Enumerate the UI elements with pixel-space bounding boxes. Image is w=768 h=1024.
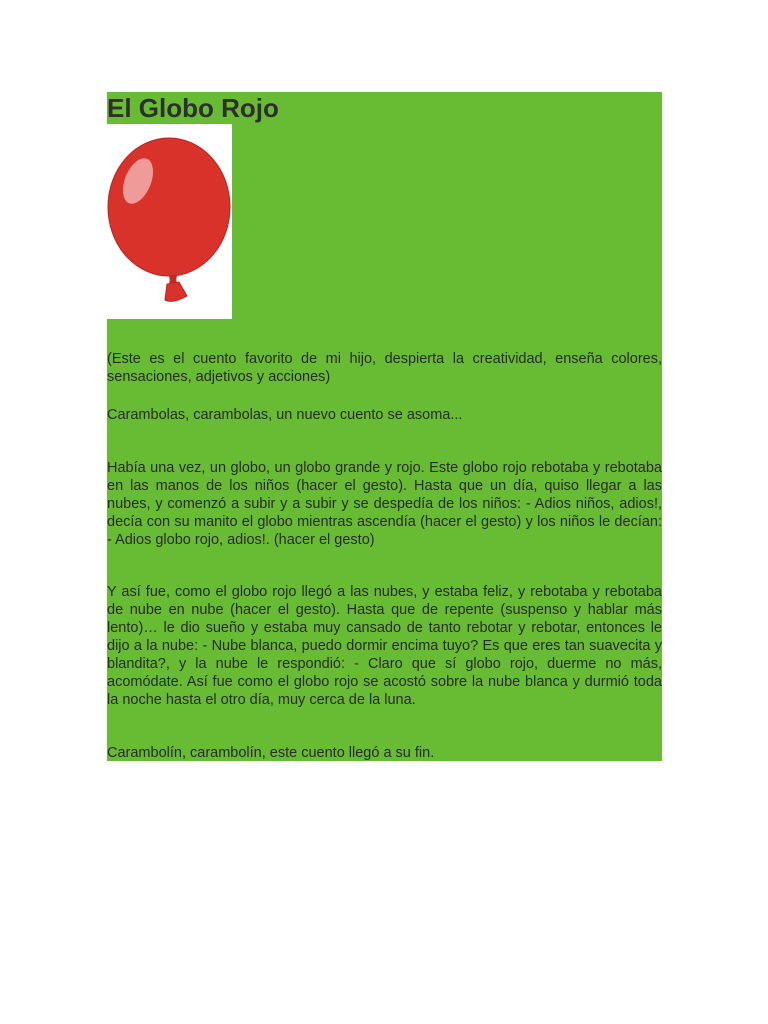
red-balloon-icon [107, 124, 232, 319]
story-paragraph: Había una vez, un globo, un globo grande y rojo. Este globo rojo rebotaba y rebotaba en las manos de los niños (hacer el gesto). Hasta que un día, quiso llegar a las nubes, y comenzó a subir y a subir y se despedía de los niños: - Adios niños, adios!, decía con su manito el globo mientras ascendía (hacer el gesto) y los niños le decían: - Adios globo rojo, adios!. (hacer el gesto) [107, 460, 662, 548]
story-paragraph: Y así fue, como el globo rojo llegó a las nubes, y estaba feliz, y rebotaba y rebotaba de nube en nube (hacer el gesto). Hasta que de repente (suspenso y hablar más lento)… le dio sueño y estaba muy cansado de tanto rebotar y rebotar, entonces le dijo a la nube: - Nube blanca, puedo dormir encima tuyo? Es que eres tan suavecita y blandita?, y la nube le respondió: - Claro que sí globo rojo, duerme no más, acomódate. Así fue como el globo rojo se acostó sobre la nube blanca y durmió toda la noche hasta el otro día, muy cerca de la luna. [107, 584, 662, 708]
closing-line: Carambolín, carambolín, este cuento llegó a su fin. [107, 745, 435, 761]
page-title: El Globo Rojo [107, 93, 279, 123]
balloon-image [107, 124, 232, 319]
intro-paragraph: (Este es el cuento favorito de mi hijo, despierta la creatividad, enseña colores, sensaciones, adjetivos y acciones) [107, 351, 662, 385]
opening-line: Carambolas, carambolas, un nuevo cuento se asoma... [107, 407, 463, 423]
document-page [107, 92, 662, 761]
